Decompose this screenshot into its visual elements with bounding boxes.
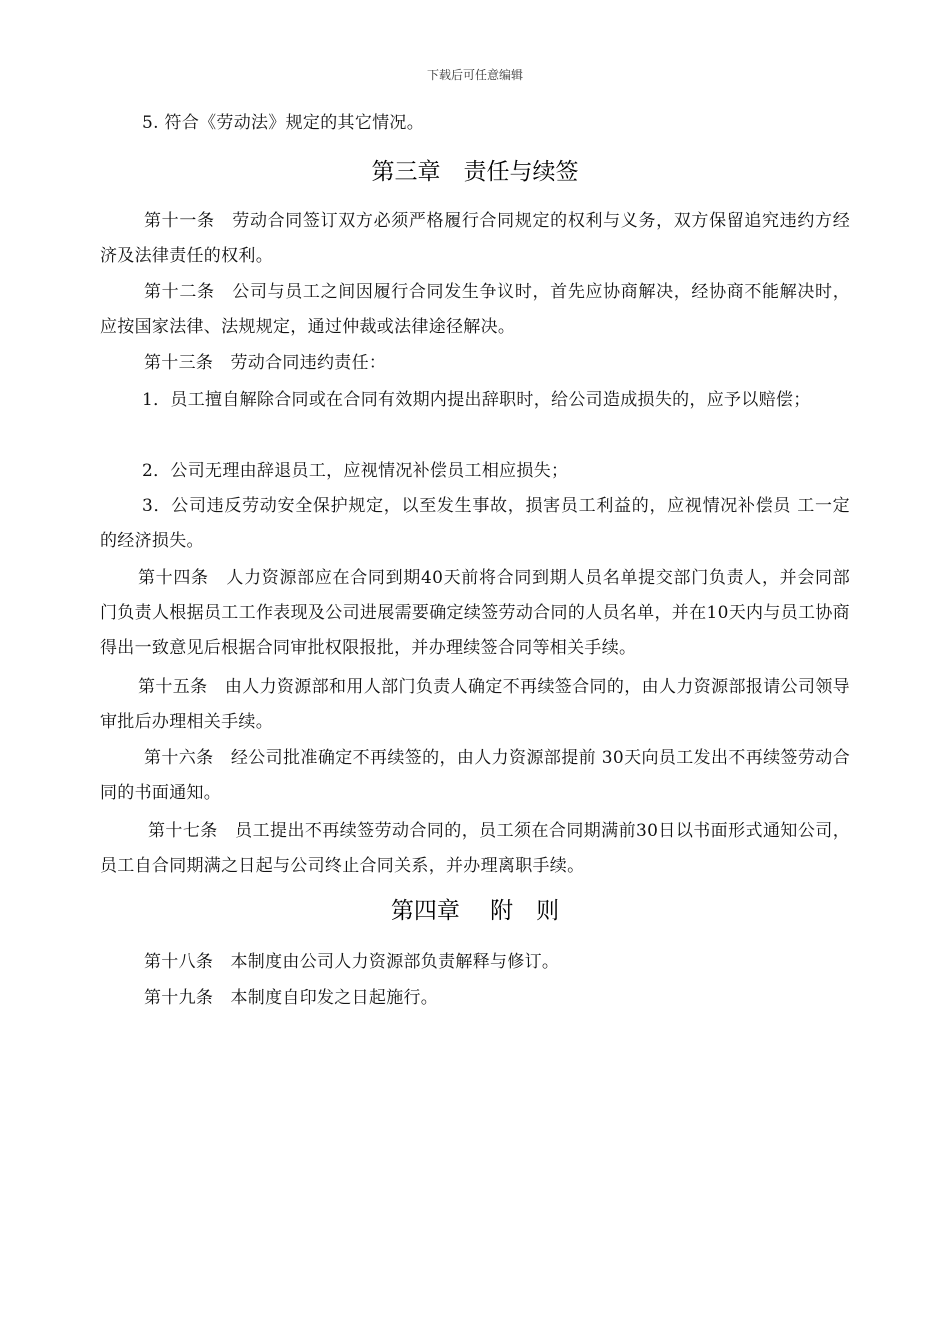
article-11: 第十一条 劳动合同签订双方必须严格履行合同规定的权利与义务，双方保留追究违约方经济及法律责任的权利。 (100, 211, 850, 266)
article-13-item-2: 2．公司无理由辞退员工，应视情况补偿员工相应损失； (142, 461, 569, 481)
article-13: 第十三条 劳动合同违约责任： (144, 353, 387, 373)
chapter-3-title: 第三章 责任与续签 (371, 159, 579, 185)
article-12: 第十二条 公司与员工之间因履行合同发生争议时，首先应协商解决，经协商不能解决时，应按国家法律、法规规定，通过仲裁或法律途径解决。 (100, 282, 850, 337)
article-17: 第十七条 员工提出不再续签劳动合同的，员工须在合同期满前30日以书面形式通知公司，员工自合同期满之日起与公司终止合同关系，并办理离职手续。 (100, 821, 850, 876)
article-19: 第十九条 本制度自印发之日起施行。 (144, 988, 439, 1008)
clause-item-5: 5. 符合《劳动法》规定的其它情况。 (142, 113, 425, 133)
article-13-item-3: 3．公司违反劳动安全保护规定，以至发生事故，损害员工利益的，应视情况补偿员 工一定的经济损失。 (100, 496, 850, 551)
chapter-4-title: 第四章 附 则 (390, 898, 560, 924)
article-14: 第十四条 人力资源部应在合同到期40天前将合同到期人员名单提交部门负责人，并会同部门负责人根据员工工作表现及公司进展需要确定续签劳动合同的人员名单，并在10天内与员工协商得出一致意见后根据合同审批权限报批，并办理续签合同等相关手续。 (100, 568, 850, 658)
page-header: 下载后可任意编辑 (426, 68, 523, 82)
article-13-item-1: 1．员工擅自解除合同或在合同有效期内提出辞职时，给公司造成损失的，应予以赔偿； (142, 390, 811, 410)
article-16: 第十六条 经公司批准确定不再续签的，由人力资源部提前 30天向员工发出不再续签劳动合同的书面通知。 (100, 748, 850, 803)
article-18: 第十八条 本制度由公司人力资源部负责解释与修订。 (144, 952, 560, 972)
article-15: 第十五条 由人力资源部和用人部门负责人确定不再续签合同的，由人力资源部报请公司领导审批后办理相关手续。 (100, 677, 850, 732)
